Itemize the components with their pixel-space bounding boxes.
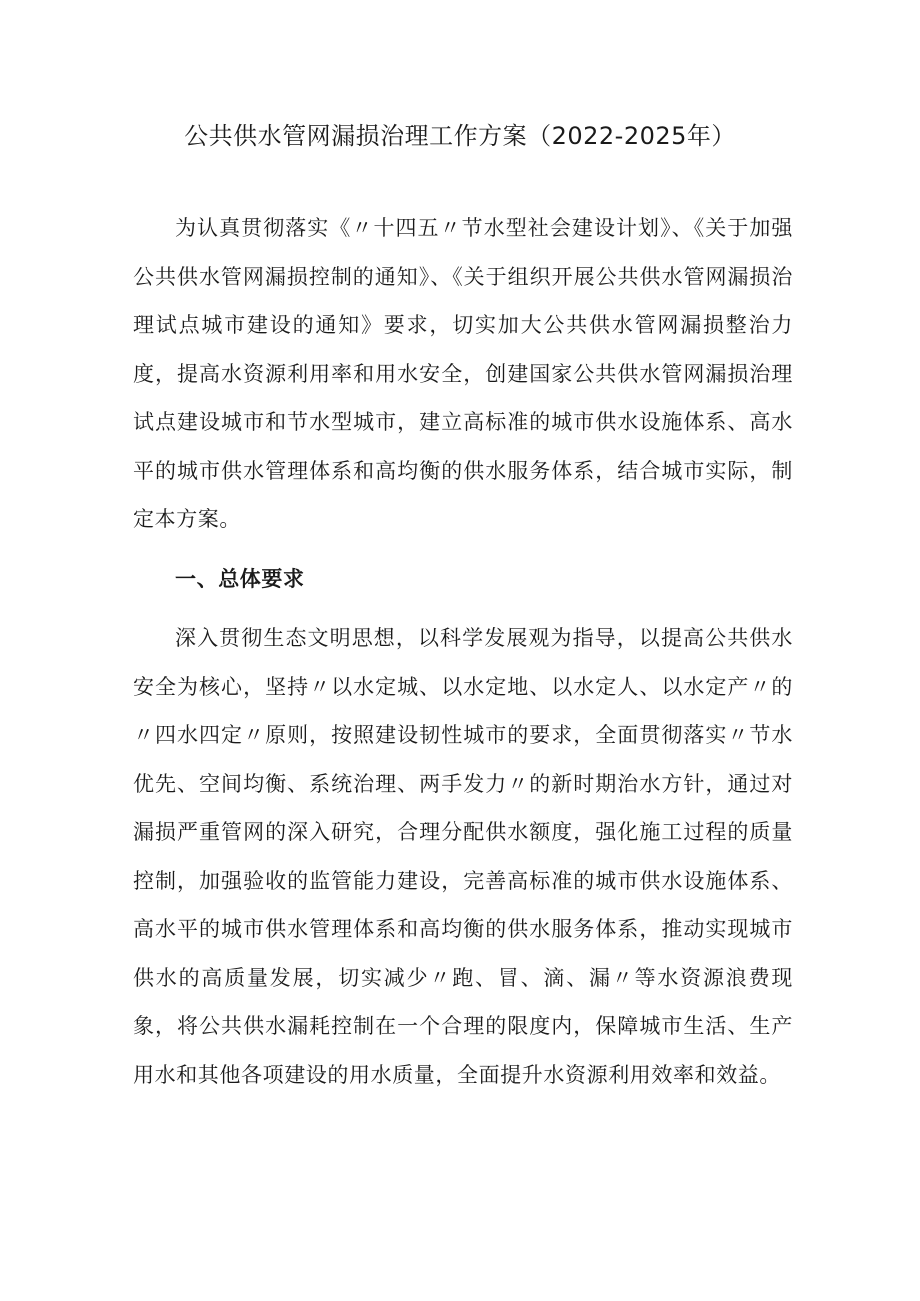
document-title: 公共供水管网漏损治理工作方案（2022-2025年） (184, 122, 736, 150)
intro-paragraph: 为认真贯彻落实《〃十四五〃节水型社会建设计划》、《关于加强公共供水管网漏损控制的通知》、《关于组织开展公共供水管网漏损治理试点城市建设的通知》要求，切实加大公共供水管网漏损整治力度，提高水资源利用率和用水安全，创建国家公共供水管网漏损治理试点建设城市和节水型城市，建立高标准的城市供水设施体系、高水平的城市供水管理体系和高均衡的供水服务体系，结合城市实际，制定本方案。 (133, 216, 793, 531)
section-paragraph-general-requirements: 深入贯彻生态文明思想，以科学发展观为指导，以提高公共供水安全为核心，坚持〃以水定城、以水定地、以水定人、以水定产〃的〃四水四定〃原则，按照建设韧性城市的要求，全面贯彻落实〃节水优先、空间均衡、系统治理、两手发力〃的新时期治水方针，通过对漏损严重管网的深入研究，合理分配供水额度，强化施工过程的质量控制，加强验收的监管能力建设，完善高标准的城市供水设施体系、高水平的城市供水管理体系和高均衡的供水服务体系，推动实现城市供水的高质量发展，切实减少〃跑、冒、滴、漏〃等水资源浪费现象，将公共供水漏耗控制在一个合理的限度内，保障城市生活、生产用水和其他各项建设的用水质量，全面提升水资源利用效率和效益。 (133, 626, 793, 1087)
section-heading-general-requirements: 一、总体要求 (175, 567, 305, 591)
